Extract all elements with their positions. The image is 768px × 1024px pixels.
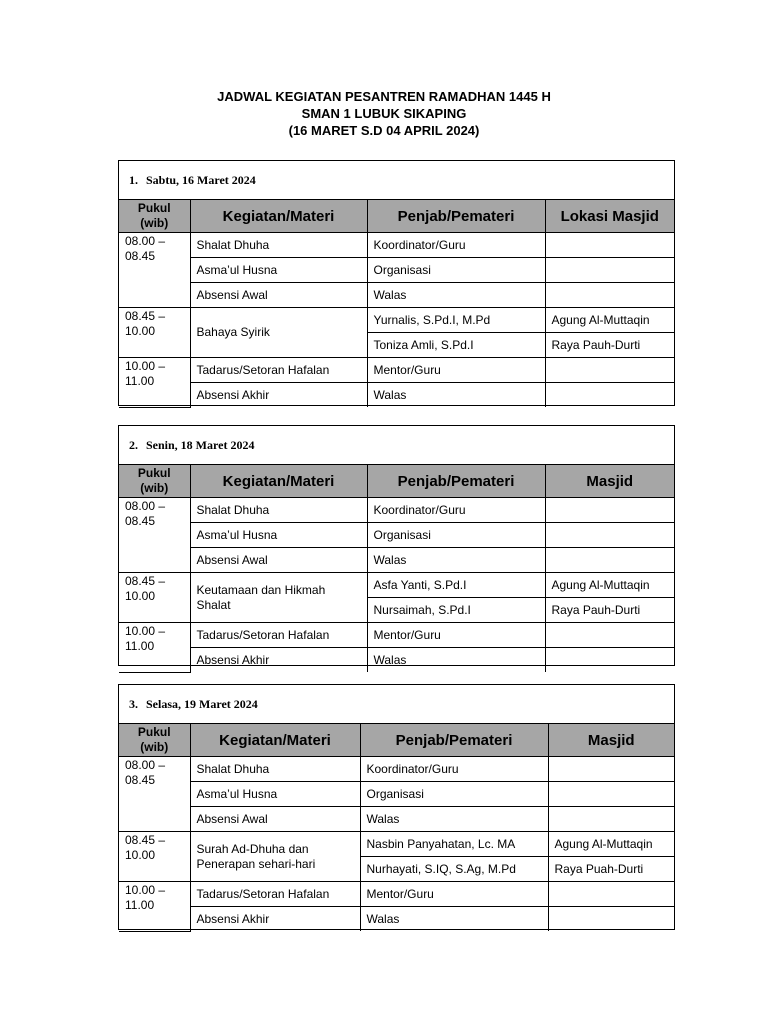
activity-cell: Absensi Awal xyxy=(190,283,367,308)
pic-cell: Nurhayati, S.IQ, S.Ag, M.Pd xyxy=(360,857,548,882)
table-row xyxy=(119,548,674,573)
pic-cell: Organisasi xyxy=(360,782,548,807)
schedule-table xyxy=(119,465,674,673)
location-cell xyxy=(545,233,674,258)
day-label: Sabtu, 16 Maret 2024 xyxy=(146,172,256,187)
activity-cell: Absensi Akhir xyxy=(190,648,367,673)
pic-cell: Walas xyxy=(367,383,545,408)
location-cell: Raya Puah-Durti xyxy=(548,857,674,882)
location-cell: Agung Al-Muttaqin xyxy=(545,573,674,598)
day-header xyxy=(119,426,674,465)
table-row xyxy=(119,757,674,782)
table-row xyxy=(119,907,674,932)
table-row xyxy=(119,258,674,283)
time-cell: 08.00 – 08.45 xyxy=(119,233,190,308)
activity-cell: Absensi Akhir xyxy=(190,907,360,932)
table-row xyxy=(119,308,674,333)
header-activity: Kegiatan/Materi xyxy=(190,465,367,498)
pic-cell: Koordinator/Guru xyxy=(367,498,545,523)
activity-cell: Tadarus/Setoran Hafalan xyxy=(190,623,367,648)
day-schedule-3 xyxy=(118,684,675,930)
location-cell xyxy=(548,782,674,807)
location-cell xyxy=(545,383,674,408)
location-cell: Raya Pauh-Durti xyxy=(545,333,674,358)
day-schedule-1 xyxy=(118,160,675,406)
location-cell xyxy=(545,523,674,548)
table-row xyxy=(119,498,674,523)
day-number: 1. xyxy=(129,172,138,187)
document-title xyxy=(0,88,768,139)
title-line-1: JADWAL KEGIATAN PESANTREN RAMADHAN 1445 H xyxy=(217,89,551,104)
day-number: 3. xyxy=(129,696,138,711)
location-cell xyxy=(545,498,674,523)
time-cell: 08.45 – 10.00 xyxy=(119,573,190,623)
time-cell: 08.00 – 08.45 xyxy=(119,498,190,573)
activity-cell: Asma’ul Husna xyxy=(190,523,367,548)
location-cell xyxy=(545,283,674,308)
title-line-3: (16 MARET S.D 04 APRIL 2024) xyxy=(288,123,480,138)
time-cell: 10.00 – 11.00 xyxy=(119,882,190,932)
header-activity: Kegiatan/Materi xyxy=(190,724,360,757)
table-row xyxy=(119,648,674,673)
activity-cell: Absensi Awal xyxy=(190,807,360,832)
location-cell xyxy=(545,548,674,573)
time-cell: 08.45 – 10.00 xyxy=(119,832,190,882)
schedule-table xyxy=(119,724,674,932)
day-number: 2. xyxy=(129,437,138,452)
header-location: Masjid xyxy=(548,724,674,757)
location-cell xyxy=(545,648,674,673)
location-cell: Agung Al-Muttaqin xyxy=(545,308,674,333)
pic-cell: Toniza Amli, S.Pd.I xyxy=(367,333,545,358)
table-header-row xyxy=(119,465,674,498)
pic-cell: Walas xyxy=(360,807,548,832)
pic-cell: Asfa Yanti, S.Pd.I xyxy=(367,573,545,598)
pic-cell: Yurnalis, S.Pd.I, M.Pd xyxy=(367,308,545,333)
pic-cell: Walas xyxy=(367,548,545,573)
location-cell xyxy=(545,258,674,283)
table-header-row xyxy=(119,200,674,233)
location-cell xyxy=(548,907,674,932)
pic-cell: Nursaimah, S.Pd.I xyxy=(367,598,545,623)
activity-cell: Shalat Dhuha xyxy=(190,233,367,258)
activity-cell: Shalat Dhuha xyxy=(190,757,360,782)
table-row xyxy=(119,882,674,907)
activity-cell: Asma’ul Husna xyxy=(190,258,367,283)
table-row xyxy=(119,623,674,648)
location-cell xyxy=(548,807,674,832)
location-cell xyxy=(545,623,674,648)
header-pic: Penjab/Pemateri xyxy=(367,200,545,233)
pic-cell: Walas xyxy=(367,648,545,673)
activity-cell: Keutamaan dan Hikmah Shalat xyxy=(190,573,367,623)
day-label: Selasa, 19 Maret 2024 xyxy=(146,696,258,711)
table-row xyxy=(119,358,674,383)
location-cell: Raya Pauh-Durti xyxy=(545,598,674,623)
activity-cell: Absensi Akhir xyxy=(190,383,367,408)
activity-cell: Bahaya Syirik xyxy=(190,308,367,358)
day-label: Senin, 18 Maret 2024 xyxy=(146,437,255,452)
activity-cell: Surah Ad-Dhuha dan Penerapan sehari-hari xyxy=(190,832,360,882)
time-cell: 10.00 – 11.00 xyxy=(119,358,190,408)
activity-cell: Absensi Awal xyxy=(190,548,367,573)
time-cell: 08.00 – 08.45 xyxy=(119,757,190,832)
schedule-table xyxy=(119,200,674,408)
title-line-2: SMAN 1 LUBUK SIKAPING xyxy=(301,106,467,121)
pic-cell: Nasbin Panyahatan, Lc. MA xyxy=(360,832,548,857)
pic-cell: Mentor/Guru xyxy=(360,882,548,907)
pic-cell: Mentor/Guru xyxy=(367,358,545,383)
pic-cell: Koordinator/Guru xyxy=(367,233,545,258)
pic-cell: Walas xyxy=(360,907,548,932)
location-cell: Agung Al-Muttaqin xyxy=(548,832,674,857)
header-pic: Penjab/Pemateri xyxy=(367,465,545,498)
pic-cell: Mentor/Guru xyxy=(367,623,545,648)
day-header xyxy=(119,685,674,724)
pic-cell: Organisasi xyxy=(367,258,545,283)
header-time: Pukul (wib) xyxy=(119,200,190,233)
activity-cell: Asma’ul Husna xyxy=(190,782,360,807)
header-activity: Kegiatan/Materi xyxy=(190,200,367,233)
table-row xyxy=(119,807,674,832)
header-time: Pukul (wib) xyxy=(119,465,190,498)
table-row xyxy=(119,573,674,598)
pic-cell: Koordinator/Guru xyxy=(360,757,548,782)
location-cell xyxy=(548,882,674,907)
day-header xyxy=(119,161,674,200)
activity-cell: Tadarus/Setoran Hafalan xyxy=(190,358,367,383)
pic-cell: Walas xyxy=(367,283,545,308)
table-row xyxy=(119,283,674,308)
pic-cell: Organisasi xyxy=(367,523,545,548)
header-pic: Penjab/Pemateri xyxy=(360,724,548,757)
table-header-row xyxy=(119,724,674,757)
table-row xyxy=(119,383,674,408)
header-time: Pukul (wib) xyxy=(119,724,190,757)
header-location: Lokasi Masjid xyxy=(545,200,674,233)
time-cell: 10.00 – 11.00 xyxy=(119,623,190,673)
table-row xyxy=(119,782,674,807)
activity-cell: Tadarus/Setoran Hafalan xyxy=(190,882,360,907)
table-row xyxy=(119,832,674,857)
table-row xyxy=(119,233,674,258)
time-cell: 08.45 – 10.00 xyxy=(119,308,190,358)
location-cell xyxy=(545,358,674,383)
location-cell xyxy=(548,757,674,782)
day-schedule-2 xyxy=(118,425,675,666)
header-location: Masjid xyxy=(545,465,674,498)
table-row xyxy=(119,523,674,548)
activity-cell: Shalat Dhuha xyxy=(190,498,367,523)
